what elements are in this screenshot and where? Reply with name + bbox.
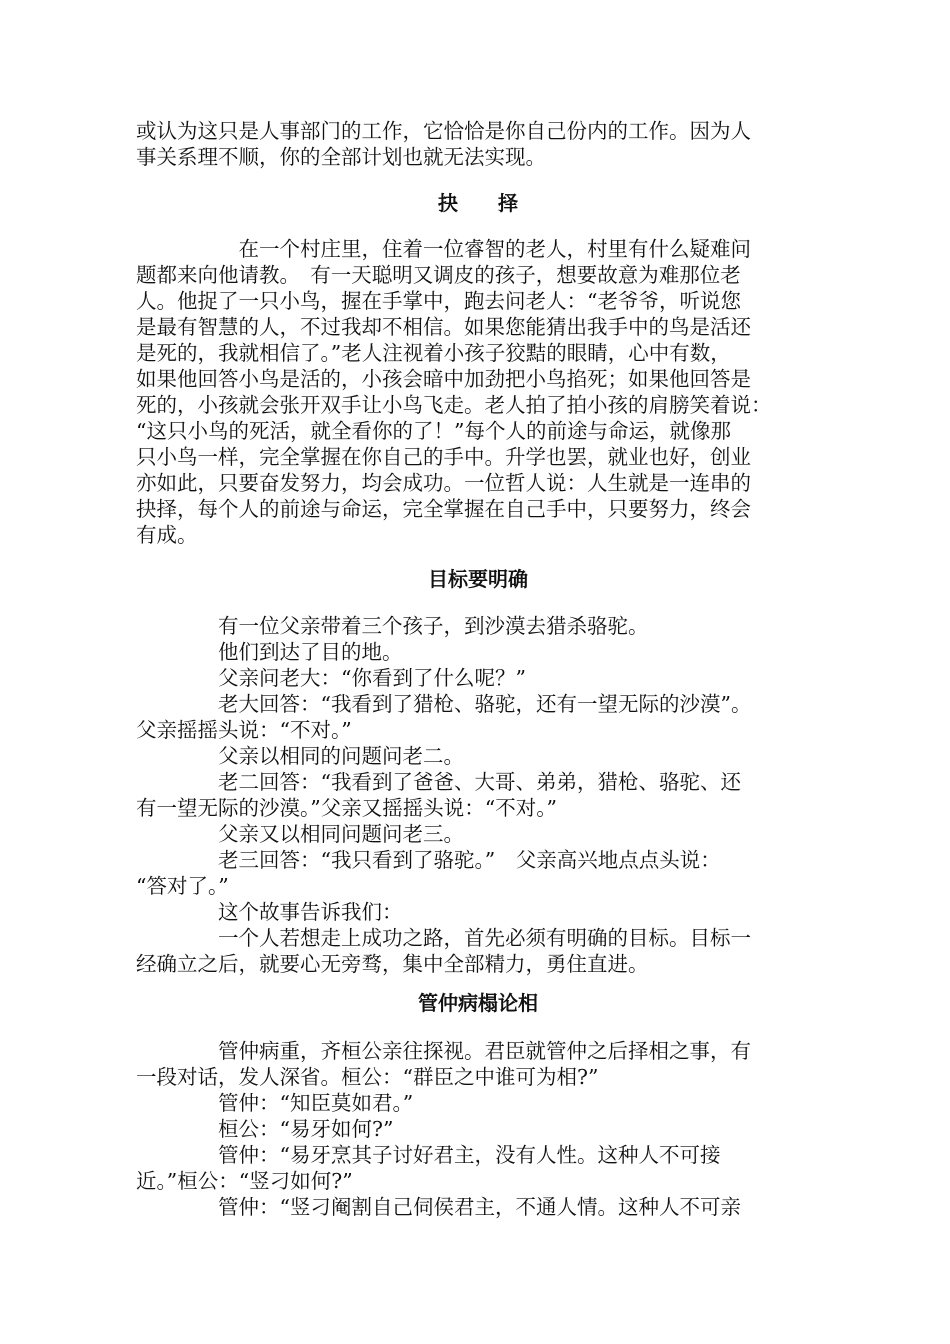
text-line: “答对了。” xyxy=(136,874,229,898)
text-line: 老三回答：“我只看到了骆驼。” 父亲高兴地点点头说： xyxy=(136,848,721,872)
section-body-choice xyxy=(136,236,820,548)
text-line: 亦如此，只要奋发努力，均会成功。一位哲人说：人生就是一连串的 xyxy=(136,471,751,495)
text-line: 管仲病重，齐桓公亲往探视。君臣就管仲之后择相之事，有 xyxy=(136,1039,751,1063)
intro-paragraph xyxy=(136,118,820,170)
text-line: 有一望无际的沙漠。”父亲又摇摇头说：“不对。” xyxy=(136,796,557,820)
text-line: 一个人若想走上成功之路，首先必须有明确的目标。目标一 xyxy=(136,926,751,950)
text-line: 近。”桓公：“竖刁如何?” xyxy=(136,1169,353,1193)
text-line: 在一个村庄里，住着一位睿智的老人，村里有什么疑难问 xyxy=(136,237,751,261)
text-line: 如果他回答小鸟是活的，小孩会暗中加劲把小鸟掐死；如果他回答是 xyxy=(136,367,751,391)
text-line: 或认为这只是人事部门的工作，它恰恰是你自己份内的工作。因为人 xyxy=(136,119,751,143)
section-body-guanzhong xyxy=(136,1038,820,1220)
text-line: 人。他捉了一只小鸟，握在手掌中，跑去问老人：“老爷爷，听说您 xyxy=(136,289,741,313)
text-line: 老二回答：“我看到了爸爸、大哥、弟弟，猎枪、骆驼、还 xyxy=(136,770,741,794)
text-line: 一段对话，发人深省。桓公：“群臣之中谁可为相?” xyxy=(136,1065,599,1089)
text-line: 父亲问老大：“你看到了什么呢？” xyxy=(136,666,526,690)
text-line: 只小鸟一样，完全掌握在你自己的手中。升学也罢，就业也好，创业 xyxy=(136,445,751,469)
text-line: 桓公：“易牙如何?” xyxy=(136,1117,394,1141)
text-line: “这只小鸟的死活，就全看你的了！”每个人的前途与命运，就像那 xyxy=(136,419,731,443)
text-line: 老大回答：“我看到了猎枪、骆驼，还有一望无际的沙漠”。 xyxy=(136,692,752,716)
text-line: 抉择，每个人的前途与命运，完全掌握在自己手中，只要努力，终会 xyxy=(136,497,751,521)
section-title-guanzhong: 管仲病榻论相 xyxy=(418,991,538,1015)
text-line: 事关系理不顺，你的全部计划也就无法实现。 xyxy=(136,145,546,169)
text-line: 有成。 xyxy=(136,523,198,547)
text-line: 父亲摇摇头说：“不对。” xyxy=(136,718,352,742)
text-line: 经确立之后，就要心无旁骛，集中全部精力，勇住直进。 xyxy=(136,952,649,976)
text-line: 是最有智慧的人，不过我却不相信。如果您能猜出我手中的鸟是活还 xyxy=(136,315,751,339)
section-body-goal xyxy=(136,613,820,977)
section-title-goal: 目标要明确 xyxy=(428,567,528,591)
text-line: 他们到达了目的地。 xyxy=(136,640,403,664)
text-line: 死的，小孩就会张开双手让小鸟飞走。老人拍了拍小孩的肩膀笑着说： xyxy=(136,393,772,417)
text-line: 管仲：“易牙烹其子讨好君主，没有人性。这种人不可接 xyxy=(136,1143,721,1167)
text-line: 管仲：“竖刁阉割自己伺侯君主，不通人情。这种人不可亲 xyxy=(136,1195,741,1219)
text-line: 是死的，我就相信了。”老人注视着小孩子狡黠的眼睛，心中有数， xyxy=(136,341,731,365)
text-line: 有一位父亲带着三个孩子，到沙漠去猎杀骆驼。 xyxy=(136,614,649,638)
text-line: 父亲又以相同问题问老三。 xyxy=(136,822,464,846)
text-line: 管仲：“知臣莫如君。” xyxy=(136,1091,414,1115)
text-line: 父亲以相同的问题问老二。 xyxy=(136,744,464,768)
text-line: 这个故事告诉我们： xyxy=(136,900,403,924)
text-line: 题都来向他请教。 有一天聪明又调皮的孩子，想要故意为难那位老 xyxy=(136,263,741,287)
section-title-choice: 抉 择 xyxy=(438,191,518,215)
